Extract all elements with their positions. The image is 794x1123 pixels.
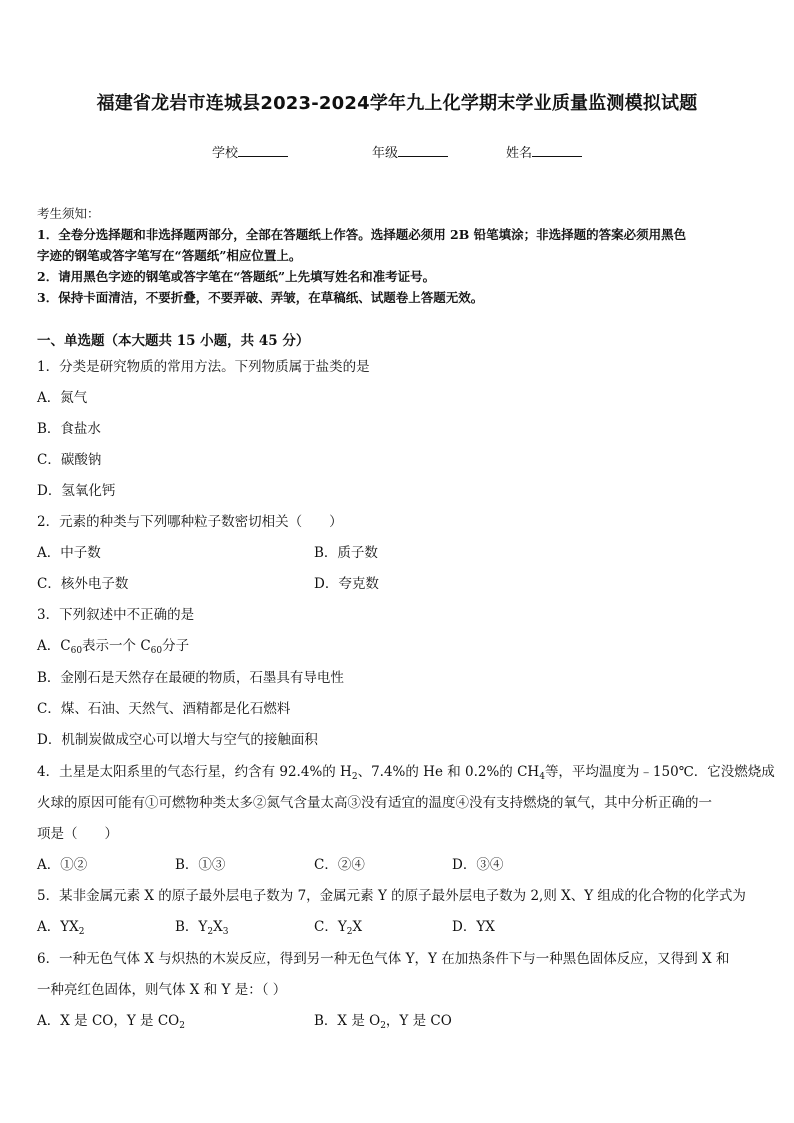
q2-stem: 2．元素的种类与下列哪种粒子数密切相关（ ） xyxy=(37,514,343,530)
q3-option-a: A．$C_{60}$表示一个 $C_{60}$分子 xyxy=(37,638,190,656)
q1-option-c: C．碳酸钠 xyxy=(37,452,102,468)
notice-item-2: 2．请用黑色字迹的钢笔或答字笔在“答题纸”上先填写姓名和准考证号。 xyxy=(37,269,436,284)
q5-stem: 5．某非金属元素 X 的原子最外层电子数为 7，金属元素 Y 的原子最外层电子数为 2,则 X、Y 组成的化合物的化学式为 xyxy=(37,888,746,904)
q3-stem: 3．下列叙述中不正确的是 xyxy=(37,607,195,623)
notice-heading: 考生须知： xyxy=(37,206,100,221)
page-title: 福建省龙岩市连城县2023-2024学年九上化学期末学业质量监测模拟试题 xyxy=(96,93,698,114)
q2-option-d: D．夸克数 xyxy=(314,576,379,592)
q6-stem-line-2: 一种亮红色固体，则气体 X 和 Y 是：（ ） xyxy=(37,982,287,998)
q6-option-a: A．X 是 CO，Y 是 $CO_2$ xyxy=(37,1013,185,1031)
q2-option-c: C．核外电子数 xyxy=(37,576,129,592)
name-field xyxy=(506,142,582,161)
q4-stem-line-2: 火球的原因可能有①可燃物种类太多②氮气含量太高③没有适宜的温度④没有支持燃烧的氧气，其中分析正确的一 xyxy=(37,795,712,811)
q4-stem-line-1: 4．土星是太阳系里的气态行星，约含有 92.4%的 $H_2$、7.4%的 He 和 0.2%的 $CH_4$等，平均温度为﹣150℃．它没燃烧成 xyxy=(37,764,775,782)
notice-item-1-line-2: 字迹的钢笔或答字笔写在“答题纸”相应位置上。 xyxy=(37,248,302,263)
q4-option-d: D．③④ xyxy=(452,857,504,873)
section-heading: 一、单选题（本大题共 15 小题，共 45 分） xyxy=(37,333,310,349)
q1-option-b: B．食盐水 xyxy=(37,421,101,437)
grade-label: 年级 xyxy=(372,146,399,161)
notice-item-1-line-1: 1．全卷分选择题和非选择题两部分，全部在答题纸上作答。选择题必须用 2B 铅笔填涂；非选择题的答案必须用黑色 xyxy=(37,227,687,242)
notice-item-3: 3．保持卡面清洁，不要折叠，不要弄破、弄皱，在草稿纸、试题卷上答题无效。 xyxy=(37,290,484,305)
q5-option-a: A．$YX_2$ xyxy=(37,919,85,937)
q5-option-c: C．$Y_2X$ xyxy=(314,919,363,937)
name-blank xyxy=(532,144,582,157)
q3-option-c: C．煤、石油、天然气、酒精都是化石燃料 xyxy=(37,701,291,717)
grade-field xyxy=(372,142,448,161)
q4-option-a: A．①② xyxy=(37,857,88,873)
q3-option-b: B．金刚石是天然存在最硬的物质，石墨具有导电性 xyxy=(37,670,344,686)
q5-option-b: B．$Y_2X_3$ xyxy=(175,919,229,937)
q2-option-a: A．中子数 xyxy=(37,545,101,561)
q6-stem-line-1: 6．一种无色气体 X 与炽热的木炭反应，得到另一种无色气体 Y，Y 在加热条件下与一种黑色固体反应，又得到 X 和 xyxy=(37,951,730,967)
q5-option-d: D．YX xyxy=(452,919,495,935)
school-label: 学校 xyxy=(212,146,239,161)
school-field xyxy=(212,142,288,161)
q4-option-c: C．②④ xyxy=(314,857,365,873)
q1-option-a: A．氮气 xyxy=(37,390,88,406)
q4-stem-line-3: 项是（ ） xyxy=(37,826,118,842)
q2-option-b: B．质子数 xyxy=(314,545,378,561)
q6-option-b: B．X 是 $O_2$，Y 是 CO xyxy=(314,1013,452,1031)
grade-blank xyxy=(398,144,448,157)
school-blank xyxy=(238,144,288,157)
q1-option-d: D．氢氧化钙 xyxy=(37,483,116,499)
q4-option-b: B．①③ xyxy=(175,857,226,873)
q3-option-d: D．机制炭做成空心可以增大与空气的接触面积 xyxy=(37,732,318,748)
q1-stem: 1．分类是研究物质的常用方法。下列物质属于盐类的是 xyxy=(37,359,370,375)
name-label: 姓名 xyxy=(506,146,533,161)
